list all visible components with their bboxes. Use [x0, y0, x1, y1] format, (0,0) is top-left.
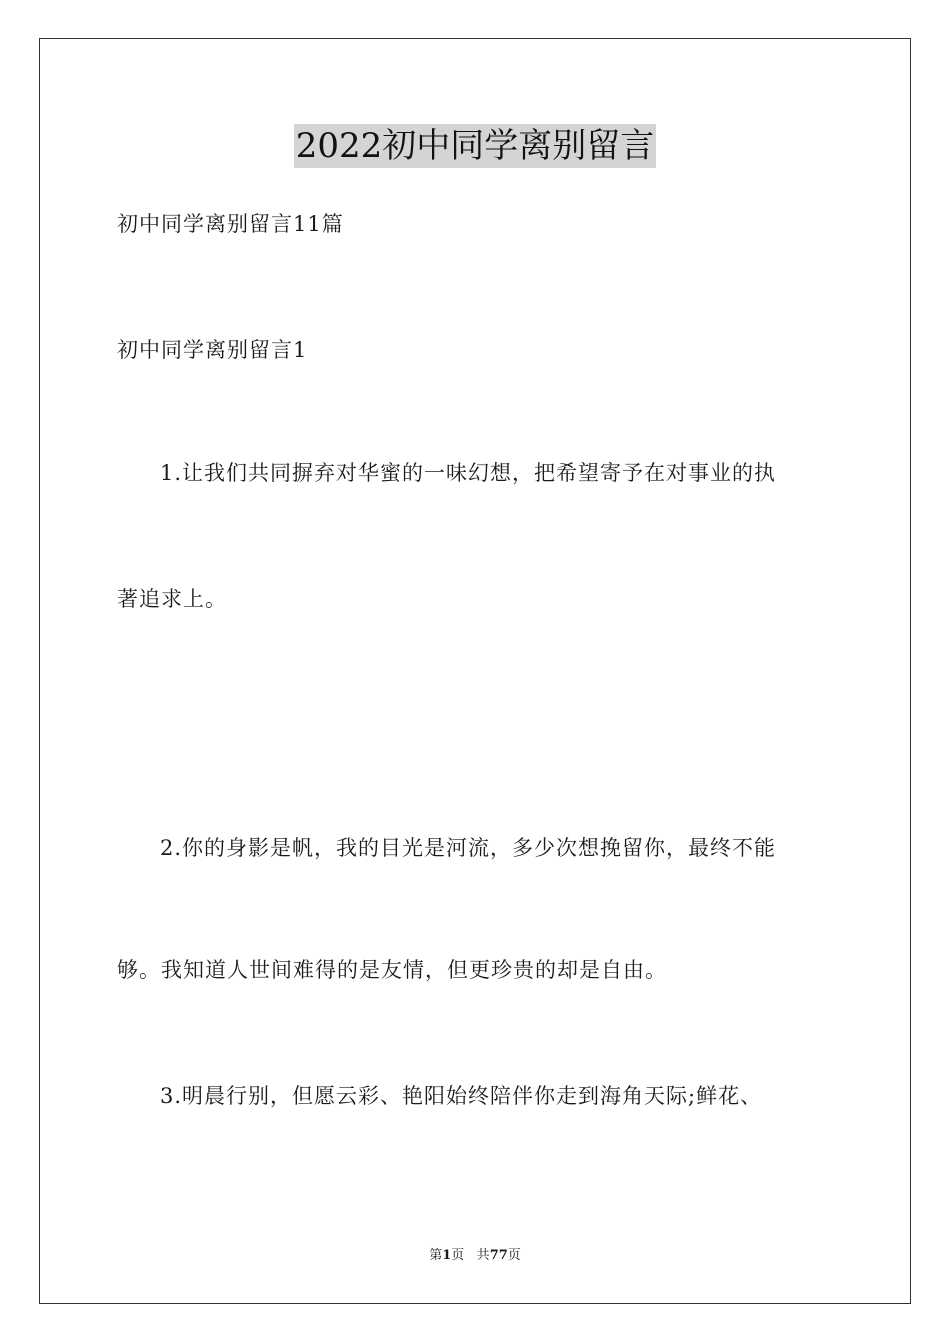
footer-total-prefix: 共 — [476, 1248, 490, 1263]
paragraph-line: 著追求上。 — [117, 587, 227, 611]
footer-page-prefix: 第 — [429, 1248, 443, 1263]
paragraph-line: 3.明晨行别，但愿云彩、艳阳始终陪伴你走到海角天际;鲜花、 — [160, 1084, 763, 1108]
footer-total-suffix: 页 — [507, 1248, 521, 1263]
section-heading: 初中同学离别留言1 — [117, 338, 308, 362]
paragraph-line: 够。我知道人世间难得的是友情，但更珍贵的却是自由。 — [117, 958, 667, 982]
document-title: 2022初中同学离别留言 — [295, 126, 655, 166]
footer-page-number: 1 — [442, 1248, 452, 1263]
paragraph-line: 1.让我们共同摒弃对华蜜的一味幻想，把希望寄予在对事业的执 — [160, 461, 777, 485]
title-container — [0, 124, 950, 168]
footer-page-suffix: 页 — [451, 1248, 465, 1263]
page-footer — [0, 1246, 950, 1266]
subtitle-line: 初中同学离别留言11篇 — [117, 212, 344, 236]
paragraph-line: 2.你的身影是帆，我的目光是河流，多少次想挽留你，最终不能 — [160, 836, 777, 860]
footer-total-pages: 77 — [489, 1248, 508, 1263]
